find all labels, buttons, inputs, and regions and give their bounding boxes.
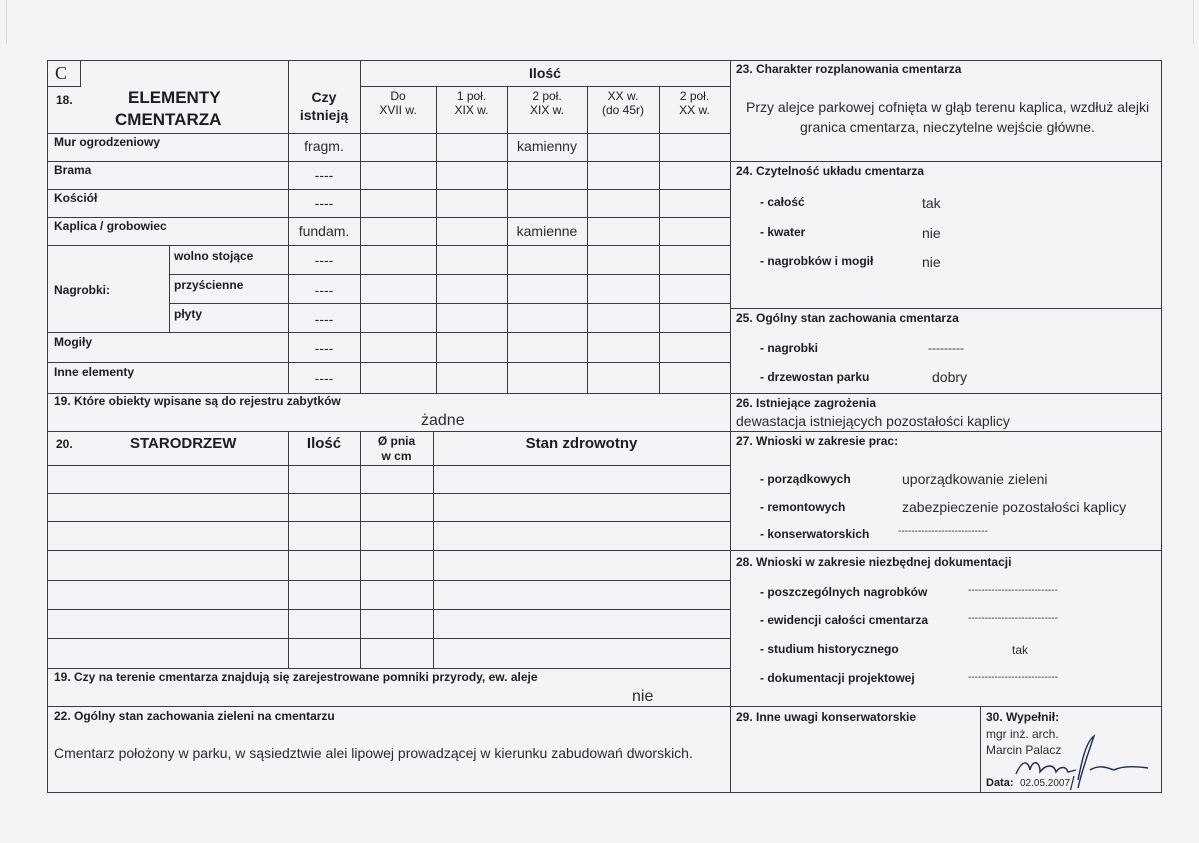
period-5-line2: XX w. xyxy=(679,103,710,117)
tombstones-standing-exists: ---- xyxy=(314,252,334,268)
nature-bottom-line xyxy=(47,706,730,707)
work-repair-value: zabezpieczenie pozostałości kaplicy xyxy=(902,499,1127,515)
right-line-25 xyxy=(730,308,1162,309)
condition-title: 25. Ogólny stan zachowania cmentarza xyxy=(736,311,959,325)
row-line-7 xyxy=(169,303,730,304)
filled-by-line1: mgr inż. arch. xyxy=(986,727,1059,741)
right-line-28 xyxy=(730,550,1162,551)
layout-character-line2: granica cmentarza, nieczytelne wejście główne. xyxy=(800,119,1095,135)
row-note-chapel: kamienne xyxy=(516,223,578,239)
right-line-29 xyxy=(730,706,1162,707)
row-line-1 xyxy=(47,133,730,134)
filled-by-line2: Marcin Palacz xyxy=(986,743,1062,757)
doc-records-label: - ewidencji całości cmentarza xyxy=(760,613,929,627)
doc-tombstones-value: --------------------------- xyxy=(968,585,1058,596)
conservation-notes-title: 29. Inne uwagi konserwatorskie xyxy=(736,710,917,724)
condition-trees-value: dobry xyxy=(932,369,968,385)
legibility-title: 24. Czytelność układu cmentarza xyxy=(736,164,925,178)
graves-label: Mogiły xyxy=(54,335,92,349)
condition-tombstones-label: - nagrobki xyxy=(760,341,819,355)
condition-tombstones-value: --------- xyxy=(928,341,964,355)
registry-answer: żadne xyxy=(421,412,465,429)
row-label-chapel: Kaplica / grobowiec xyxy=(54,219,167,233)
tombstones-label: Nagrobki: xyxy=(54,283,111,297)
period-2-line1: 1 poł. xyxy=(456,89,487,103)
elements-title-line2: CMENTARZA xyxy=(115,110,222,129)
legibility-quarters-label: - kwater xyxy=(760,225,806,239)
row-line-6 xyxy=(169,274,730,275)
period-1-line2: XVII w. xyxy=(379,103,417,117)
right-line-26 xyxy=(730,393,1162,394)
tombstones-slab-exists: ---- xyxy=(314,311,334,327)
trees-section-number: 20. xyxy=(56,437,73,451)
trees-row-2 xyxy=(47,493,730,494)
period-1-line1: Do xyxy=(390,89,406,103)
layout-character-title: 23. Charakter rozplanowania cmentarza xyxy=(736,62,962,76)
frame-top xyxy=(47,60,1162,61)
documentation-title: 28. Wnioski w zakresie niezbędnej dokumentacji xyxy=(736,555,1012,569)
signature-mark xyxy=(1010,730,1160,790)
threats-text: dewastacja istniejących pozostałości kaplicy xyxy=(736,413,1010,429)
trees-col-diam-line2: w cm xyxy=(381,449,412,463)
doc-tombstones-label: - poszczególnych nagrobków xyxy=(760,585,928,599)
doc-project-label: - dokumentacji projektowej xyxy=(760,671,915,685)
corner-box-right xyxy=(80,60,81,86)
graves-exists: ---- xyxy=(314,340,334,356)
frame-bottom xyxy=(47,792,1162,793)
row-label-gate: Brama xyxy=(54,163,92,177)
period-2-line2: XIX w. xyxy=(454,103,489,117)
tombstones-slab-label: płyty xyxy=(174,307,203,321)
tombstones-wall-exists: ---- xyxy=(314,282,334,298)
row-exists-gate: ---- xyxy=(314,167,334,183)
trees-row-5 xyxy=(47,580,730,581)
row-note-wall: kamienny xyxy=(517,138,577,154)
period-3-line1: 2 poł. xyxy=(532,89,562,103)
trees-title: STARODRZEW xyxy=(130,435,237,452)
right-line-24 xyxy=(730,161,1162,162)
work-cleanup-value: uporządkowanie zieleni xyxy=(902,471,1048,487)
layout-character-line1: Przy alejce parkowej cofnięta w głąb terenu kaplica, wzdłuż alejki xyxy=(746,99,1150,115)
frame-left xyxy=(47,60,48,793)
frame-right xyxy=(1161,60,1162,793)
row-line-2 xyxy=(47,161,730,162)
row-line-8 xyxy=(47,332,730,333)
period-4-line2: (do 45r) xyxy=(601,103,645,117)
right-col-30 xyxy=(980,706,981,793)
frame-middle xyxy=(730,60,731,793)
condition-trees-label: - drzewostan parku xyxy=(760,370,870,384)
trees-row-6 xyxy=(47,609,730,610)
trees-row-4 xyxy=(47,550,730,551)
doc-history-label: - studium historycznego xyxy=(760,642,899,656)
greenery-title: 22. Ogólny stan zachowania zieleni na cmentarzu xyxy=(54,709,335,723)
work-conservation-label: - konserwatorskich xyxy=(760,527,870,541)
row-line-4 xyxy=(47,217,730,218)
row-line-9 xyxy=(47,362,730,363)
legibility-graves-label: - nagrobków i mogił xyxy=(760,254,874,268)
row-line-5 xyxy=(47,245,730,246)
elements-section-number: 18. xyxy=(56,93,73,107)
col-exists-line1: Czy xyxy=(311,89,337,105)
row-exists-wall: fragm. xyxy=(304,138,344,154)
tombstones-wall-label: przyścienne xyxy=(174,278,244,292)
work-conservation-value: --------------------------- xyxy=(898,526,988,537)
trees-row-8 xyxy=(47,668,730,669)
greenery-text: Cmentarz położony w parku, w sąsiedztwie alei lipowej prowadzącej w kierunku zabudowań dworskich. xyxy=(54,745,693,761)
legibility-quarters-value: nie xyxy=(922,225,941,241)
legibility-graves-value: nie xyxy=(922,254,941,270)
legibility-whole-value: tak xyxy=(922,195,941,211)
row-exists-church: ---- xyxy=(314,195,334,211)
period-5-line1: 2 poł. xyxy=(679,89,710,103)
col-exists-line2: istnieją xyxy=(299,107,349,123)
trees-col-diam-line1: Ø pnia xyxy=(377,434,416,448)
row-line-qty xyxy=(360,86,730,87)
tombstones-standing-label: wolno stojące xyxy=(174,249,254,263)
work-cleanup-label: - porządkowych xyxy=(760,472,851,486)
corner-letter: C xyxy=(55,63,68,83)
work-conclusions-title: 27. Wnioski w zakresie prac: xyxy=(736,434,899,448)
doc-history-value: tak xyxy=(1012,643,1029,657)
row-label-wall: Mur ogrodzeniowy xyxy=(54,135,160,149)
trees-row-1 xyxy=(47,465,730,466)
nature-answer: nie xyxy=(632,688,654,705)
right-line-27 xyxy=(730,431,1162,432)
trees-row-7 xyxy=(47,638,730,639)
doc-project-value: --------------------------- xyxy=(968,672,1058,683)
row-line-3 xyxy=(47,189,730,190)
scan-edge xyxy=(6,0,1194,44)
trees-col-qty-label: Ilość xyxy=(306,435,342,452)
registry-bottom-line xyxy=(47,431,730,432)
legibility-whole-label: - całość xyxy=(760,195,805,209)
trees-row-3 xyxy=(47,521,730,522)
row-exists-chapel: fundam. xyxy=(298,223,350,239)
filled-by-title: 30. Wypełnił: xyxy=(986,710,1060,724)
other-elements-exists: ---- xyxy=(314,370,334,386)
filled-by-date-label: Data: xyxy=(986,777,1014,789)
trees-col-health-label: Stan zdrowotny xyxy=(525,435,638,452)
registry-question: 19. Które obiekty wpisane są do rejestru zabytków xyxy=(54,394,341,408)
work-repair-label: - remontowych xyxy=(760,500,846,514)
quantity-header: Ilość xyxy=(529,65,561,81)
row-label-church: Kościół xyxy=(54,191,98,205)
nature-question: 19. Czy na terenie cmentarza znajdują się zarejestrowane pomniki przyrody, ew. aleje xyxy=(54,670,538,684)
col-line-tombstones xyxy=(169,245,170,332)
threats-title: 26. Istniejące zagrożenia xyxy=(736,396,877,410)
period-3-line2: XIX w. xyxy=(529,103,564,117)
period-4-line1: XX w. xyxy=(607,89,639,103)
other-elements-label: Inne elementy xyxy=(54,365,135,379)
filled-by-date-value: 02.05.2007 xyxy=(1020,778,1071,789)
elements-title-line1: ELEMENTY xyxy=(128,88,221,107)
doc-records-value: --------------------------- xyxy=(968,613,1058,624)
corner-box-bottom xyxy=(47,86,81,87)
